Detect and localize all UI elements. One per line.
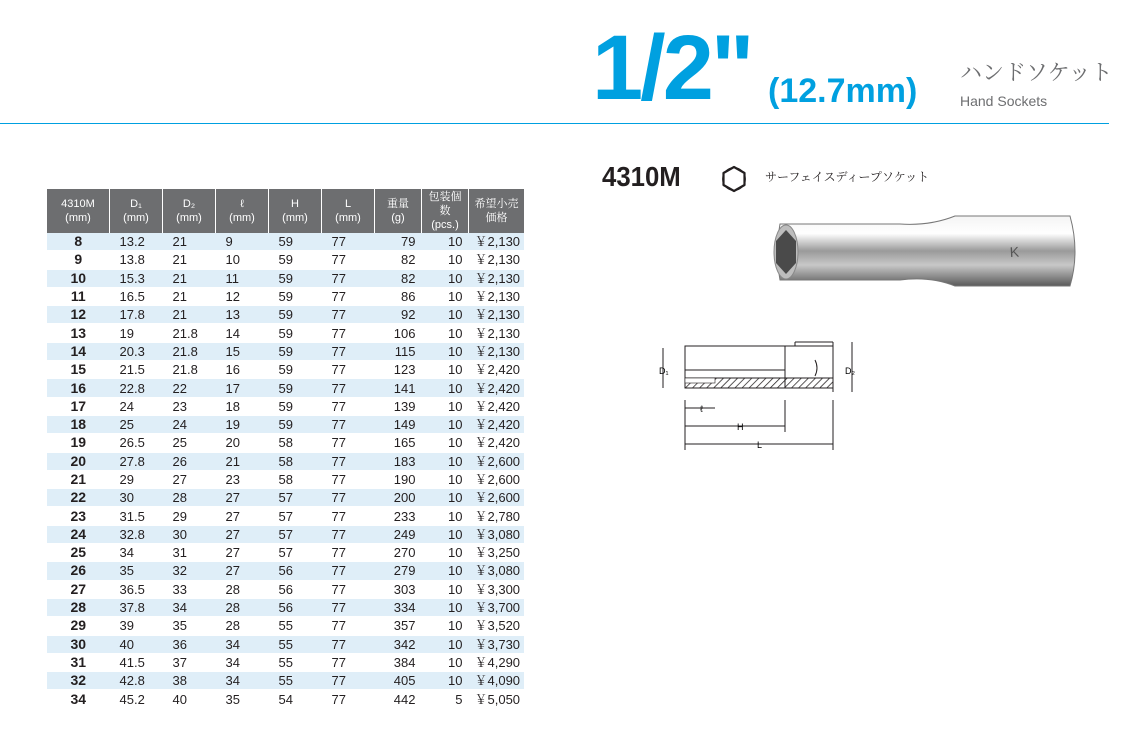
table-row — [47, 379, 524, 397]
cell-l: 77 — [322, 690, 375, 708]
table-row — [47, 233, 524, 251]
cell-pcs: 10 — [422, 653, 469, 671]
col-header-weight: 重量 (g) — [375, 189, 422, 233]
cell-pcs: 10 — [422, 507, 469, 525]
cell-d1: 27.8 — [110, 452, 163, 470]
cell-size: 34 — [47, 690, 110, 708]
cell-h: 56 — [269, 598, 322, 616]
cell-l-small: 16 — [216, 361, 269, 379]
cell-l-small: 23 — [216, 470, 269, 488]
cell-weight: 233 — [375, 507, 422, 525]
cell-l: 77 — [322, 324, 375, 342]
cell-l-small: 12 — [216, 287, 269, 305]
col-header-l-small: ℓ (mm) — [216, 189, 269, 233]
cell-weight: 106 — [375, 324, 422, 342]
col-header-d1: D₁ (mm) — [110, 189, 163, 233]
cell-d2: 21 — [163, 306, 216, 324]
cell-size: 22 — [47, 489, 110, 507]
cell-d1: 25 — [110, 415, 163, 433]
cell-d2: 24 — [163, 415, 216, 433]
svg-text:K: K — [1009, 243, 1020, 260]
cell-l: 77 — [322, 379, 375, 397]
cell-d1: 42.8 — [110, 672, 163, 690]
cell-size: 10 — [47, 269, 110, 287]
l-label: L — [757, 440, 763, 450]
cell-l-small: 10 — [216, 251, 269, 269]
cell-price: ￥2,130 — [469, 306, 525, 324]
table-row — [47, 562, 524, 580]
cell-price: ￥5,050 — [469, 690, 525, 708]
cell-h: 59 — [269, 251, 322, 269]
cell-l-small: 18 — [216, 397, 269, 415]
cell-d1: 45.2 — [110, 690, 163, 708]
h-label: H — [737, 422, 744, 432]
cell-pcs: 10 — [422, 251, 469, 269]
cell-size: 19 — [47, 434, 110, 452]
cell-d1: 32.8 — [110, 525, 163, 543]
d1-label: D₁ — [659, 366, 669, 376]
cell-pcs: 10 — [422, 306, 469, 324]
cell-weight: 190 — [375, 470, 422, 488]
cell-l-small: 14 — [216, 324, 269, 342]
cell-l-small: 28 — [216, 598, 269, 616]
size-title: 1/2" — [592, 17, 752, 119]
cell-price: ￥2,600 — [469, 452, 525, 470]
cell-pcs: 10 — [422, 635, 469, 653]
cell-price: ￥2,130 — [469, 324, 525, 342]
cell-h: 59 — [269, 269, 322, 287]
cell-l: 77 — [322, 580, 375, 598]
cell-l: 77 — [322, 306, 375, 324]
cell-d2: 38 — [163, 672, 216, 690]
cell-d2: 30 — [163, 525, 216, 543]
table-row — [47, 470, 524, 488]
cell-d1: 36.5 — [110, 580, 163, 598]
cell-price: ￥3,080 — [469, 525, 525, 543]
cell-size: 23 — [47, 507, 110, 525]
cell-price: ￥3,520 — [469, 617, 525, 635]
cell-price: ￥2,420 — [469, 397, 525, 415]
cell-size: 17 — [47, 397, 110, 415]
cell-d1: 26.5 — [110, 434, 163, 452]
cell-l-small: 27 — [216, 489, 269, 507]
cell-l: 77 — [322, 361, 375, 379]
cell-size: 12 — [47, 306, 110, 324]
table-row — [47, 415, 524, 433]
cell-d2: 36 — [163, 635, 216, 653]
cell-l: 77 — [322, 598, 375, 616]
spec-table — [47, 189, 524, 709]
cell-h: 58 — [269, 434, 322, 452]
cell-d1: 17.8 — [110, 306, 163, 324]
cell-l: 77 — [322, 415, 375, 433]
cell-d2: 31 — [163, 544, 216, 562]
table-row — [47, 251, 524, 269]
cell-d2: 33 — [163, 580, 216, 598]
cell-weight: 123 — [375, 361, 422, 379]
cell-size: 26 — [47, 562, 110, 580]
cell-h: 57 — [269, 489, 322, 507]
cell-l: 77 — [322, 525, 375, 543]
cell-size: 9 — [47, 251, 110, 269]
cell-weight: 139 — [375, 397, 422, 415]
cell-l: 77 — [322, 470, 375, 488]
cell-h: 57 — [269, 525, 322, 543]
cell-h: 58 — [269, 452, 322, 470]
table-row — [47, 397, 524, 415]
cell-size: 25 — [47, 544, 110, 562]
cell-pcs: 10 — [422, 562, 469, 580]
cell-d1: 15.3 — [110, 269, 163, 287]
table-row — [47, 287, 524, 305]
cell-h: 59 — [269, 233, 322, 251]
cell-l: 77 — [322, 397, 375, 415]
cell-l-small: 20 — [216, 434, 269, 452]
cell-pcs: 10 — [422, 525, 469, 543]
cell-l: 77 — [322, 672, 375, 690]
cell-pcs: 5 — [422, 690, 469, 708]
cell-weight: 149 — [375, 415, 422, 433]
cell-l-small: 34 — [216, 653, 269, 671]
cell-l-small: 19 — [216, 415, 269, 433]
cell-h: 57 — [269, 544, 322, 562]
table-row — [47, 361, 524, 379]
cell-d2: 37 — [163, 653, 216, 671]
cell-l-small: 15 — [216, 342, 269, 360]
cell-l: 77 — [322, 452, 375, 470]
table-row — [47, 324, 524, 342]
cell-d2: 21.8 — [163, 342, 216, 360]
cell-weight: 92 — [375, 306, 422, 324]
cell-size: 28 — [47, 598, 110, 616]
cell-h: 55 — [269, 672, 322, 690]
cell-d1: 13.8 — [110, 251, 163, 269]
cell-h: 56 — [269, 580, 322, 598]
cell-size: 24 — [47, 525, 110, 543]
cell-d2: 21 — [163, 287, 216, 305]
cell-d2: 21 — [163, 251, 216, 269]
cell-l: 77 — [322, 562, 375, 580]
cell-price: ￥3,730 — [469, 635, 525, 653]
cell-d1: 19 — [110, 324, 163, 342]
cell-size: 15 — [47, 361, 110, 379]
model-number: 4310M — [602, 161, 681, 192]
cell-weight: 82 — [375, 251, 422, 269]
cell-h: 55 — [269, 635, 322, 653]
cell-d1: 21.5 — [110, 361, 163, 379]
cell-weight: 334 — [375, 598, 422, 616]
cell-price: ￥3,300 — [469, 580, 525, 598]
cell-d1: 37.8 — [110, 598, 163, 616]
cell-d1: 22.8 — [110, 379, 163, 397]
cell-h: 58 — [269, 470, 322, 488]
cell-h: 59 — [269, 415, 322, 433]
cell-pcs: 10 — [422, 489, 469, 507]
cell-size: 16 — [47, 379, 110, 397]
table-row — [47, 580, 524, 598]
cell-pcs: 10 — [422, 269, 469, 287]
cell-weight: 384 — [375, 653, 422, 671]
table-row — [47, 617, 524, 635]
cell-l-small: 21 — [216, 452, 269, 470]
cell-pcs: 10 — [422, 617, 469, 635]
cell-price: ￥2,420 — [469, 415, 525, 433]
cell-price: ￥4,290 — [469, 653, 525, 671]
cell-h: 59 — [269, 306, 322, 324]
cell-price: ￥2,420 — [469, 361, 525, 379]
cell-pcs: 10 — [422, 452, 469, 470]
cell-l-small: 17 — [216, 379, 269, 397]
cell-l-small: 9 — [216, 233, 269, 251]
cell-weight: 82 — [375, 269, 422, 287]
cell-h: 55 — [269, 653, 322, 671]
col-header-pcs: 包装個数 (pcs.) — [422, 189, 469, 233]
cell-size: 21 — [47, 470, 110, 488]
cell-pcs: 10 — [422, 361, 469, 379]
cell-price: ￥2,130 — [469, 342, 525, 360]
cell-d1: 16.5 — [110, 287, 163, 305]
cell-weight: 342 — [375, 635, 422, 653]
cell-weight: 442 — [375, 690, 422, 708]
cell-l: 77 — [322, 635, 375, 653]
cell-l-small: 27 — [216, 525, 269, 543]
cell-weight: 249 — [375, 525, 422, 543]
cell-l-small: 35 — [216, 690, 269, 708]
cell-pcs: 10 — [422, 598, 469, 616]
size-mm: (12.7mm) — [768, 72, 918, 110]
cell-price: ￥3,080 — [469, 562, 525, 580]
cell-weight: 79 — [375, 233, 422, 251]
cell-weight: 357 — [375, 617, 422, 635]
cell-d2: 21.8 — [163, 361, 216, 379]
table-row — [47, 635, 524, 653]
cell-d2: 28 — [163, 489, 216, 507]
cell-d2: 21 — [163, 269, 216, 287]
cell-d2: 23 — [163, 397, 216, 415]
cell-size: 31 — [47, 653, 110, 671]
cell-price: ￥2,130 — [469, 269, 525, 287]
col-header-h: H (mm) — [269, 189, 322, 233]
cell-h: 59 — [269, 324, 322, 342]
cell-l-small: 27 — [216, 507, 269, 525]
cell-size: 13 — [47, 324, 110, 342]
cell-price: ￥2,600 — [469, 470, 525, 488]
cell-d2: 40 — [163, 690, 216, 708]
category-en: Hand Sockets — [960, 93, 1048, 109]
cell-d1: 20.3 — [110, 342, 163, 360]
cell-l-small: 11 — [216, 269, 269, 287]
cell-pcs: 10 — [422, 580, 469, 598]
cell-pcs: 10 — [422, 397, 469, 415]
table-row — [47, 525, 524, 543]
cell-d2: 21 — [163, 233, 216, 251]
col-header-size: 4310M (mm) — [47, 189, 110, 233]
cell-d2: 26 — [163, 452, 216, 470]
socket-photo — [770, 202, 1090, 302]
cell-d2: 35 — [163, 617, 216, 635]
cell-price: ￥4,090 — [469, 672, 525, 690]
cell-d1: 13.2 — [110, 233, 163, 251]
cell-size: 29 — [47, 617, 110, 635]
category-jp: ハンドソケット — [960, 60, 1113, 85]
cell-weight: 141 — [375, 379, 422, 397]
cell-size: 27 — [47, 580, 110, 598]
cell-h: 59 — [269, 342, 322, 360]
cell-weight: 200 — [375, 489, 422, 507]
cell-l-small: 28 — [216, 580, 269, 598]
cell-price: ￥3,250 — [469, 544, 525, 562]
table-row — [47, 653, 524, 671]
cell-l: 77 — [322, 434, 375, 452]
cell-price: ￥2,130 — [469, 251, 525, 269]
cell-size: 11 — [47, 287, 110, 305]
cell-pcs: 10 — [422, 233, 469, 251]
cell-d2: 22 — [163, 379, 216, 397]
cell-l: 77 — [322, 342, 375, 360]
cell-pcs: 10 — [422, 544, 469, 562]
cell-pcs: 10 — [422, 342, 469, 360]
cell-price: ￥2,420 — [469, 379, 525, 397]
cell-h: 56 — [269, 562, 322, 580]
cell-d1: 41.5 — [110, 653, 163, 671]
table-row — [47, 690, 524, 708]
cell-l-small: 27 — [216, 544, 269, 562]
cell-weight: 405 — [375, 672, 422, 690]
cell-price: ￥2,780 — [469, 507, 525, 525]
cell-l: 77 — [322, 507, 375, 525]
cell-d1: 31.5 — [110, 507, 163, 525]
table-row — [47, 507, 524, 525]
table-row — [47, 434, 524, 452]
table-row — [47, 544, 524, 562]
cell-h: 55 — [269, 617, 322, 635]
cell-d1: 24 — [110, 397, 163, 415]
cell-l-small: 27 — [216, 562, 269, 580]
cell-h: 54 — [269, 690, 322, 708]
cell-d1: 35 — [110, 562, 163, 580]
cell-d2: 21.8 — [163, 324, 216, 342]
cell-d1: 40 — [110, 635, 163, 653]
table-row — [47, 269, 524, 287]
cell-l-small: 13 — [216, 306, 269, 324]
cell-h: 57 — [269, 507, 322, 525]
cell-price: ￥2,420 — [469, 434, 525, 452]
table-row — [47, 672, 524, 690]
cell-d1: 30 — [110, 489, 163, 507]
cell-size: 20 — [47, 452, 110, 470]
cell-size: 8 — [47, 233, 110, 251]
cell-weight: 165 — [375, 434, 422, 452]
cell-h: 59 — [269, 287, 322, 305]
cell-price: ￥2,130 — [469, 287, 525, 305]
cell-size: 30 — [47, 635, 110, 653]
cell-size: 32 — [47, 672, 110, 690]
cell-l: 77 — [322, 269, 375, 287]
cell-price: ￥3,700 — [469, 598, 525, 616]
cell-l: 77 — [322, 617, 375, 635]
cell-weight: 86 — [375, 287, 422, 305]
cell-l: 77 — [322, 287, 375, 305]
table-row — [47, 452, 524, 470]
d2-label: D₂ — [845, 366, 855, 376]
dimension-diagram — [655, 340, 865, 455]
cell-l-small: 28 — [216, 617, 269, 635]
cell-h: 59 — [269, 361, 322, 379]
col-header-price: 希望小売 価格 — [469, 189, 525, 233]
product-name-jp: サーフェイスディープソケット — [765, 170, 930, 184]
cell-pcs: 10 — [422, 287, 469, 305]
cell-d1: 29 — [110, 470, 163, 488]
cell-pcs: 10 — [422, 470, 469, 488]
cell-d1: 34 — [110, 544, 163, 562]
cell-price: ￥2,600 — [469, 489, 525, 507]
cell-weight: 183 — [375, 452, 422, 470]
cell-d2: 27 — [163, 470, 216, 488]
cell-price: ￥2,130 — [469, 233, 525, 251]
cell-l: 77 — [322, 489, 375, 507]
cell-weight: 115 — [375, 342, 422, 360]
cell-d2: 32 — [163, 562, 216, 580]
cell-pcs: 10 — [422, 324, 469, 342]
table-header-row — [47, 189, 524, 233]
cell-l-small: 34 — [216, 635, 269, 653]
cell-size: 14 — [47, 342, 110, 360]
cell-l: 77 — [322, 544, 375, 562]
cell-pcs: 10 — [422, 672, 469, 690]
cell-h: 59 — [269, 379, 322, 397]
cell-weight: 303 — [375, 580, 422, 598]
cell-d2: 29 — [163, 507, 216, 525]
cell-h: 59 — [269, 397, 322, 415]
table-row — [47, 489, 524, 507]
table-row — [47, 342, 524, 360]
cell-d2: 34 — [163, 598, 216, 616]
header-divider — [0, 123, 1109, 124]
cell-d1: 39 — [110, 617, 163, 635]
cell-l: 77 — [322, 233, 375, 251]
cell-d2: 25 — [163, 434, 216, 452]
col-header-d2: D₂ (mm) — [163, 189, 216, 233]
cell-pcs: 10 — [422, 415, 469, 433]
l-small-label: ℓ — [700, 404, 703, 414]
table-row — [47, 306, 524, 324]
cell-l: 77 — [322, 653, 375, 671]
hexagon-socket-icon — [719, 164, 749, 194]
cell-pcs: 10 — [422, 379, 469, 397]
cell-l: 77 — [322, 251, 375, 269]
table-row — [47, 598, 524, 616]
cell-size: 18 — [47, 415, 110, 433]
cell-l-small: 34 — [216, 672, 269, 690]
cell-pcs: 10 — [422, 434, 469, 452]
cell-weight: 279 — [375, 562, 422, 580]
col-header-l: L (mm) — [322, 189, 375, 233]
cell-weight: 270 — [375, 544, 422, 562]
